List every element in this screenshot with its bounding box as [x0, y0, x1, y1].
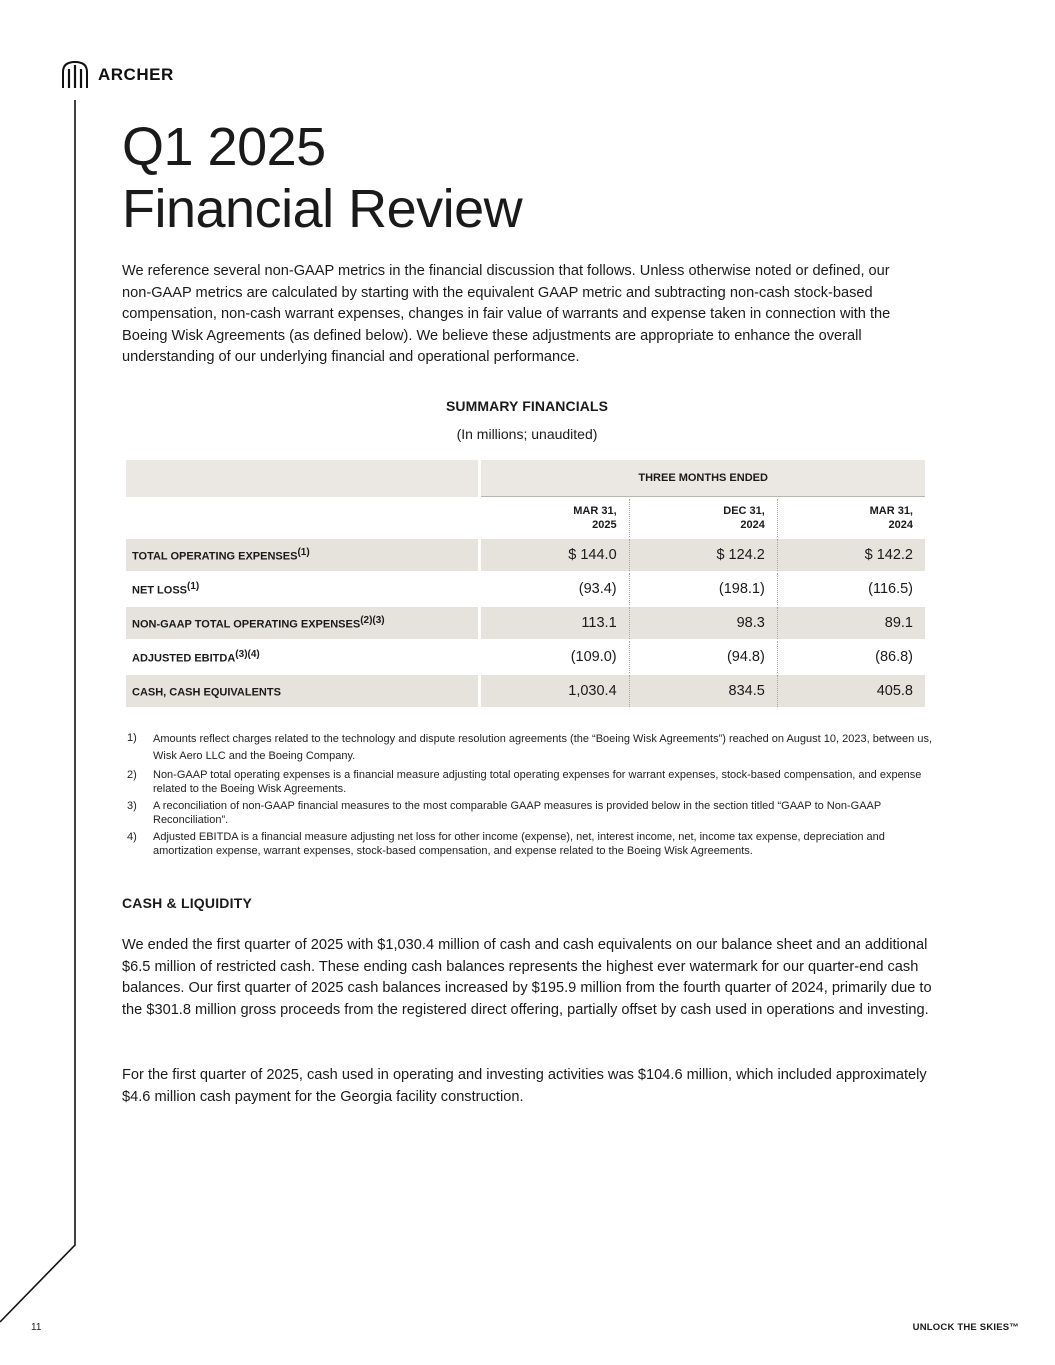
summary-financials-subtitle: (In millions; unaudited) — [456, 426, 598, 442]
table-cell: 834.5 — [630, 675, 778, 707]
column-header: DEC 31, 2024 — [630, 499, 778, 537]
footer-tagline: UNLOCK THE SKIES™ — [912, 1322, 1019, 1333]
page-number: 11 — [31, 1322, 42, 1333]
table-row — [126, 539, 925, 571]
cash-paragraph-2: For the first quarter of 2025, cash used in operating and investing activities was $104.6 million, which included approximately $4.6 million cash payment for the Georgia facility construction. — [122, 1067, 927, 1105]
table-header-row — [126, 460, 925, 497]
archer-logo — [60, 60, 174, 90]
cash-liquidity-heading: CASH & LIQUIDITY — [122, 895, 252, 911]
table-cell: $ 142.2 — [778, 539, 925, 571]
column-header-row — [126, 499, 925, 537]
table-cell: (94.8) — [630, 641, 778, 673]
table-header-blank — [126, 460, 478, 497]
table-cell: 405.8 — [778, 675, 925, 707]
column-header: MAR 31, 2024 — [869, 505, 913, 531]
page-title-line-2: Financial Review — [122, 179, 523, 239]
table-cell: (109.0) — [481, 641, 629, 673]
table-cell: $ 124.2 — [630, 539, 778, 571]
row-label: CASH, CASH EQUIVALENTS — [126, 675, 478, 707]
table-cell: (86.8) — [875, 649, 913, 665]
footnote: 3) A reconciliation of non-GAAP financial measures to the most comparable GAAP measures is provided below in the section titled “GAAP to Non-GAAP Reconciliation”. — [127, 800, 882, 826]
page-title — [122, 116, 822, 240]
summary-financials-title: SUMMARY FINANCIALS — [445, 398, 609, 414]
footnote: 4) Adjusted EBITDA is a financial measure adjusting net loss for other income (expense), net, interest income, net, income tax expense, depreciation and amortization expense, warrant expenses, stock-based compensation, and expense related to the Boeing Wisk Agreements. — [127, 831, 885, 857]
table-cell: (93.4) — [481, 573, 629, 605]
footnote: 2) Non-GAAP total operating expenses is a financial measure adjusting total operating expenses for warrant expenses, stock-based compensation, and expense related to the Boeing Wisk Agreements. — [127, 769, 922, 795]
table-cell: (198.1) — [630, 573, 778, 605]
table-row — [126, 641, 925, 673]
footnote: 1) Amounts reflect charges related to the technology and dispute resolution agreements (the “Boeing Wisk Agreements”) reached on August 10, 2023, between us, Wisk Aero LLC and the Boeing Company. — [127, 732, 933, 762]
summary-financials-table — [126, 458, 925, 709]
row-label: NON-GAAP TOTAL OPERATING $EXPENSES^{(2)(3)}$ — [126, 607, 478, 639]
table-row — [126, 573, 925, 605]
page-title-line-1: Q1 2025 — [122, 117, 326, 177]
page-rail-line — [0, 0, 90, 1365]
table-cell: $ 144.0 — [481, 539, 629, 571]
cash-paragraph-1: We ended the first quarter of 2025 with $1,030.4 million of cash and cash equivalents on our balance sheet and an additional $6.5 million of restricted cash. These ending cash balances represents the highest ever watermark for our quarter-end cash balances. Our first quarter of 2025 cash balances increased by $195.9 million from the fourth quarter of 2024, primarily due to the $301.8 million gross proceeds from the registered direct offering, partially offset by cash used in operations and investing. — [122, 937, 932, 1018]
table-cell: 98.3 — [630, 607, 778, 639]
row-label: NET LOSS$^{(1)}$ — [132, 581, 200, 597]
row-label: ADJUSTED $EBITDA^{(3)(4)}$ — [132, 649, 260, 665]
column-header: MAR 31, 2025 — [481, 499, 629, 537]
table-row — [126, 675, 925, 707]
table-cell: (116.5) — [868, 581, 913, 597]
table-cell: 89.1 — [778, 607, 925, 639]
table-row — [126, 607, 925, 639]
table-cell: 113.1 — [481, 607, 629, 639]
archer-wordmark: ARCHER — [98, 65, 174, 84]
archer-logo-icon — [60, 60, 90, 90]
table-cell: 1,030.4 — [481, 675, 629, 707]
period-header: THREE MONTHS ENDED — [481, 460, 925, 497]
footnotes — [127, 731, 937, 861]
row-label: TOTAL OPERATING EXPENSES$^{(1)}$ — [126, 539, 478, 571]
intro-paragraph: We reference several non-GAAP metrics in the financial discussion that follows. Unless otherwise noted or defined, our non-GAAP metrics are calculated by starting with the equivalent GAAP metric and subtracting non-cash stock-based compensation, non-cash warrant expenses, changes in fair value of warrants and expense taken in connection with the Boeing Wisk Agreements (as defined below). We believe these adjustments are appropriate to enhance the overall understanding of our underlying financial and operational performance. — [122, 263, 891, 366]
